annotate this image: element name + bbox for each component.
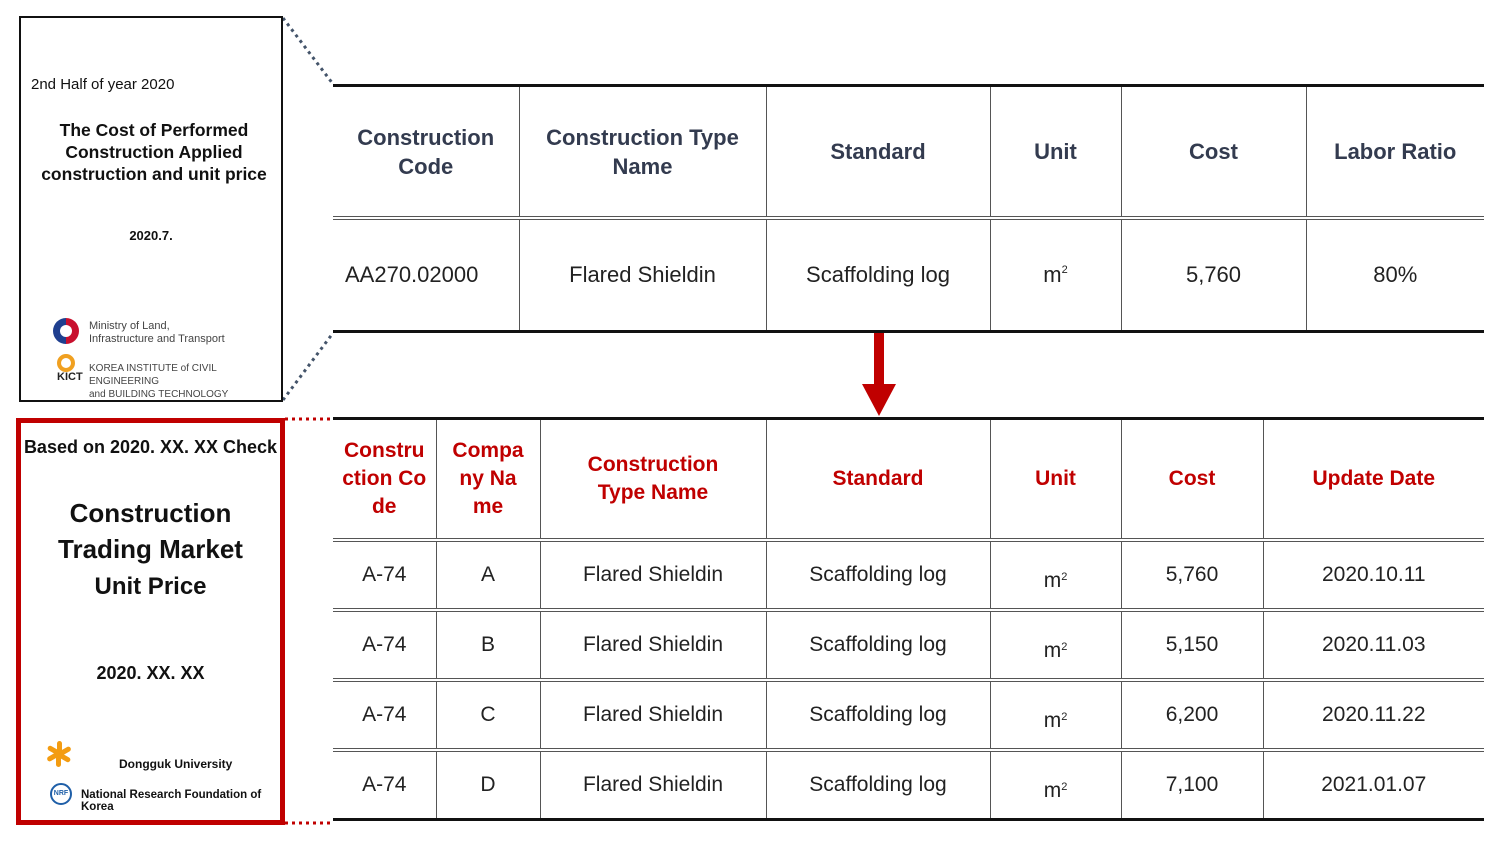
- header-construction-type-name: Construction Type Name: [540, 419, 766, 541]
- cell-unit: [990, 750, 1121, 820]
- kict-logo-mark: [57, 354, 75, 372]
- cell-standard: Scaffolding log: [766, 610, 990, 680]
- header-construction-code: Construction Code: [333, 419, 436, 541]
- cell-company: C: [436, 680, 540, 750]
- cell-company: A: [436, 540, 540, 610]
- header-standard: Standard: [766, 419, 990, 541]
- cell-code: AA270.02000: [345, 262, 479, 287]
- nrf-name: National Research Foundation of Korea: [81, 789, 262, 813]
- cell-standard: Scaffolding log: [766, 540, 990, 610]
- cell-company: B: [436, 610, 540, 680]
- title-line-2: Trading Market: [58, 534, 243, 564]
- cell-cost: 5,150: [1121, 610, 1263, 680]
- cell-standard: Scaffolding log: [766, 680, 990, 750]
- unit-text: m: [1043, 262, 1062, 287]
- document-date: 2020. XX. XX: [96, 663, 205, 683]
- unit-superscript: 2: [1061, 641, 1068, 653]
- cell-cost: 5,760: [1121, 218, 1306, 332]
- cell-cost: 7,100: [1121, 750, 1263, 820]
- document-title: [21, 495, 280, 567]
- down-arrow-icon: [862, 384, 896, 416]
- cell-type-name: Flared Shieldin: [540, 540, 766, 610]
- cell-labor-ratio: 80%: [1306, 218, 1484, 332]
- cell-code: A-74: [333, 540, 436, 610]
- table-row: [333, 680, 1484, 750]
- down-arrow-shaft: [874, 333, 884, 385]
- kict-name-line1: KOREA INSTITUTE of CIVIL ENGINEERING: [89, 363, 217, 387]
- nrf-logo-icon: NRF: [50, 783, 72, 805]
- ministry-name-line2: Infrastructure and Transport: [89, 333, 225, 345]
- header-cost: Cost: [1121, 86, 1306, 219]
- unit-text: m: [1043, 709, 1062, 732]
- cell-unit: [990, 218, 1121, 332]
- cell-type-name: Flared Shieldin: [540, 680, 766, 750]
- header-unit: Unit: [990, 419, 1121, 541]
- unit-text: m: [1043, 639, 1062, 662]
- unit-text: m: [1043, 779, 1062, 802]
- document-period: 2nd Half of year 2020: [31, 76, 175, 93]
- title-line-1: Construction: [69, 498, 232, 528]
- header-unit: Unit: [990, 86, 1121, 219]
- cell-company: D: [436, 750, 540, 820]
- header-standard: Standard: [766, 86, 990, 219]
- kict-logo-icon: [51, 354, 85, 388]
- connector-top-lower: [283, 333, 333, 400]
- cell-update-date: 2020.10.11: [1263, 540, 1484, 610]
- cell-unit: [990, 610, 1121, 680]
- header-construction-type-name: Construction Type Name: [519, 86, 766, 219]
- trading-market-table: [333, 417, 1484, 821]
- unit-superscript: 2: [1061, 781, 1068, 793]
- connector-top-upper: [283, 18, 333, 84]
- unit-superscript: 2: [1061, 571, 1068, 583]
- document-subtitle: Unit Price: [94, 573, 207, 600]
- cell-cost: 6,200: [1121, 680, 1263, 750]
- unit-text: m: [1043, 569, 1062, 592]
- table-row: [333, 750, 1484, 820]
- table-row: [333, 218, 1484, 332]
- table-header-row: [333, 419, 1484, 541]
- cell-code: A-74: [333, 680, 436, 750]
- cell-unit: [990, 680, 1121, 750]
- table-header-row: [333, 86, 1484, 219]
- check-date-label: Based on 2020. XX. XX Check: [23, 437, 278, 457]
- document-date: 2020.7.: [129, 228, 173, 243]
- unit-superscript: 2: [1061, 711, 1068, 723]
- cell-code: A-74: [362, 773, 407, 796]
- header-update-date: Update Date: [1263, 419, 1484, 541]
- trading-market-document: [16, 418, 285, 825]
- cell-update-date: 2020.11.22: [1263, 680, 1484, 750]
- ministry-logo-icon: [53, 318, 79, 344]
- performed-cost-table: [333, 84, 1484, 333]
- dongguk-logo-icon: [47, 741, 73, 767]
- header-construction-code: Construction Code: [333, 86, 519, 219]
- table-row: [333, 610, 1484, 680]
- cell-unit: [990, 540, 1121, 610]
- kict-logo-text: KICT: [57, 371, 83, 383]
- header-labor-ratio: Labor Ratio: [1306, 86, 1484, 219]
- cell-type-name: Flared Shieldin: [540, 610, 766, 680]
- cell-type-name: Flared Shieldin: [540, 750, 766, 820]
- performed-cost-document: [19, 16, 283, 402]
- cell-standard: Scaffolding log: [766, 750, 990, 820]
- ministry-name-line1: Ministry of Land,: [89, 320, 170, 332]
- cell-update-date: 2021.01.07: [1263, 750, 1484, 820]
- table-row: [333, 540, 1484, 610]
- cell-type-name: Flared Shieldin: [519, 218, 766, 332]
- cell-code: A-74: [333, 610, 436, 680]
- dongguk-name: Dongguk University: [119, 757, 233, 771]
- header-company-name: Company Name: [436, 419, 540, 541]
- cell-cost: 5,760: [1121, 540, 1263, 610]
- cell-standard: Scaffolding log: [766, 218, 990, 332]
- cell-update-date: 2020.11.03: [1263, 610, 1484, 680]
- kict-name: [89, 362, 281, 401]
- document-title: The Cost of Performed Construction Applied construction and unit price: [41, 120, 267, 184]
- unit-superscript: 2: [1061, 264, 1068, 276]
- ministry-name: [89, 320, 225, 346]
- header-cost: Cost: [1121, 419, 1263, 541]
- kict-name-line2: and BUILDING TECHNOLOGY: [89, 389, 229, 400]
